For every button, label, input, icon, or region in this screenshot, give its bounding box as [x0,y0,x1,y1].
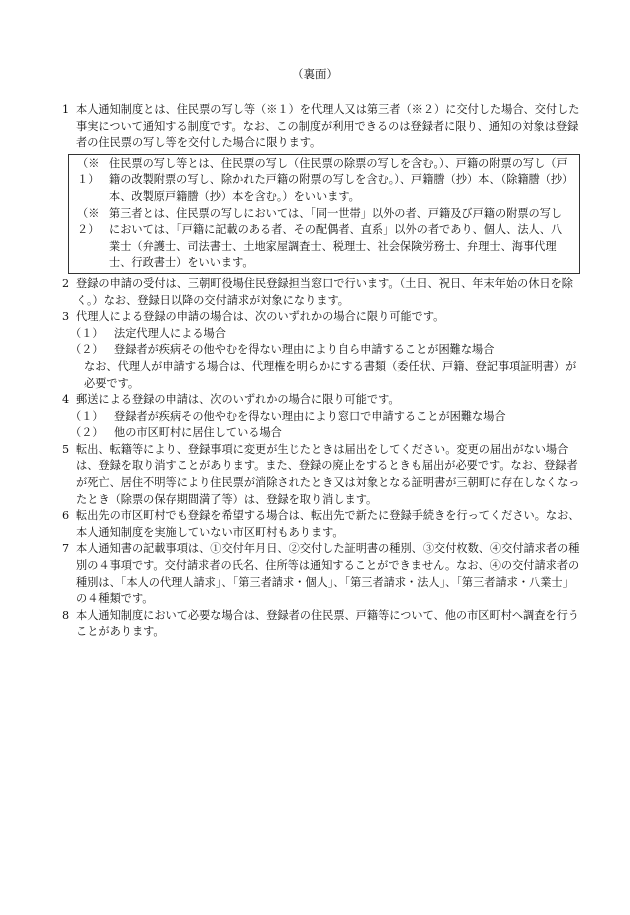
sub-item-text: 登録者が疾病その他やむを得ない理由により自ら申請することが困難な場合 [114,343,495,357]
item-text: 郵送による登録の申請は、次のいずれかの場合に限り可能です。 [76,393,400,407]
sub-item-4-1 [62,409,580,426]
item-text: 転出先の市区町村でも登録を希望する場合は、転出先で新たに登録手続きを行ってください。なお、本人通知制度を実施していない市区町村もあります。 [76,509,580,539]
note-1 [77,156,573,206]
item-number: 1 [62,103,70,116]
item-text: 転出、転籍等により、登録事項に変更が生じたときは届出をしてください。変更の届出がない場合は、登録を取り消すことがあります。また、登録の廃止をするときも届出が必要です。なお、登録者が死亡、居住不明等により住民票が消除されたとき又は対象となる証明書が三朝町に存在しなくなったとき（除票の保存期間満了等）は、登録を取り消します。 [76,442,580,506]
page-title: （裏面） [292,67,338,81]
item-number: 4 [62,393,70,407]
item-number: 6 [62,509,70,523]
item-number: 2 [62,276,70,290]
list-item-7 [62,541,580,607]
sub-item-3-1 [62,326,580,343]
list-item-5 [62,442,580,508]
sub-item-number: （２） [70,426,104,440]
sub-item-text: 他の市区町村に居住している場合 [114,426,282,440]
item-number: 3 [62,310,70,324]
sub-item-number: （１） [70,326,104,340]
note-number: （※１） [77,156,100,187]
sub-item-text: 法定代理人による場合 [114,326,226,340]
item-number: 5 [62,442,70,456]
notes-box [68,154,580,274]
sub-item-number: （２） [70,343,104,357]
item-text: 本人通知制度とは、住民票の写し等（※１）を代理人又は第三者（※２）に交付した場合、交付した事実について通知する制度です。なお、この制度が利用できるのは登録者に限り、通知の対象は登録者の住民票の写し等を交付した場合に限ります。 [76,103,580,150]
list-item-3 [62,309,580,326]
list-item-1 [62,102,580,152]
item-text: 代理人による登録の申請の場合は、次のいずれかの場合に限り可能です。 [76,310,445,324]
note-text: 第三者とは、住民票の写しにおいては、「同一世帯」以外の者、戸籍及び戸籍の附票の写しにおいては、「戸籍に記載のある者、その配偶者、直系」以外の者であり、個人、法人、八業士（弁護士、司法書士、土地家屋調査士、税理士、社会保険労務士、弁理士、海事代理士、行政書士）をいいます。 [109,206,563,270]
item-text: 本人通知制度において必要な場合は、登録者の住民票、戸籍等について、他の市区町村へ調査を行うことがあります。 [76,608,579,639]
list-item-8 [62,608,580,641]
item-number: 8 [62,608,70,622]
item-text: 本人通知書の記載事項は、①交付年月日、②交付した証明書の種別、③交付枚数、④交付請求者の種別の４事項です。交付請求者の氏名、住所等は通知することができません。なお、④の交付請求者の種別は、「本人の代理人請求」、「第三者請求・個人」、「第三者請求・法人」、「第三者請求・八業士」の４種類です。 [76,542,580,606]
note-number: （※２） [77,206,100,237]
note-2 [77,206,573,272]
item-text: 登録の申請の受付は、三朝町役場住民登録担当窓口で行います。（土日、祝日、年末年始の休日を除く。）なお、登録日以降の交付請求が対象になります。 [76,276,573,307]
note-text: 住民票の写し等とは、住民票の写し（住民票の除票の写しを含む。）、戸籍の附票の写し（戸籍の改製附票の写し、除かれた戸籍の附票の写しを含む。）、戸籍謄（抄）本、（除籍謄（抄）本、改製原戸籍謄（抄）本を含む。）をいいます。 [109,156,568,203]
item-number: 7 [62,542,70,556]
list-item-2 [62,276,580,309]
sub-item-text: 登録者が疾病その他やむを得ない理由により窓口で申請することが困難な場合 [114,409,506,423]
sub-item-number: （１） [70,409,104,423]
document-body [62,102,580,641]
sub-item-4-2 [62,425,580,442]
list-item-6 [62,508,580,541]
sub-item-3-2 [62,342,580,359]
item-3-note: なお、代理人が申請する場合は、代理権を明らかにする書類（委任状、戸籍、登記事項証明書）が必要です。 [84,359,577,390]
list-item-4 [62,392,580,409]
